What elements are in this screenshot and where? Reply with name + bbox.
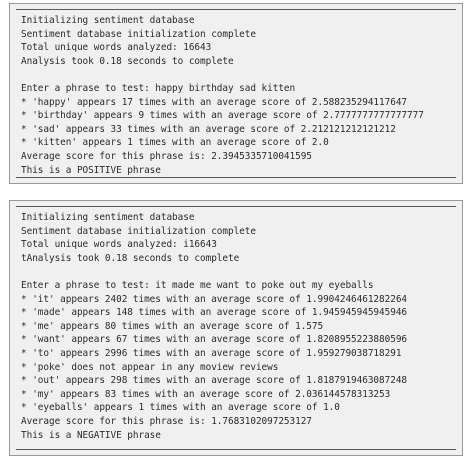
output-line: * 'to' appears 2996 times with an average score of 1.959279038718291 xyxy=(21,347,402,359)
bottom-rule xyxy=(16,177,456,178)
output-line: * 'birthday' appears 9 times with an average score of 2.7777777777777777 xyxy=(21,110,424,122)
output-line: * 'want' appears 67 times with an average score of 1.8208955223880596 xyxy=(21,334,408,346)
output-line: * 'happy' appears 17 times with an average score of 2.588235294117647 xyxy=(21,96,408,108)
top-rule xyxy=(16,9,456,10)
prompt-line: Enter a phrase to test: happy birthday sad kitten xyxy=(21,82,296,94)
output-line: * 'my' appears 83 times with an average score of 2.036144578313253 xyxy=(21,388,391,400)
terminal-output-box-1 xyxy=(9,3,463,184)
output-line: * 'eyeballs' appears 1 times with an average score of 1.0 xyxy=(21,402,340,414)
output-line: * 'out' appears 298 times with an average score of 1.8187919463087248 xyxy=(21,375,408,387)
result-line: This is a POSITIVE phrase xyxy=(21,164,161,176)
blank-line xyxy=(21,265,407,279)
output-line: Average score for this phrase is: 1.7683102097253127 xyxy=(21,415,312,427)
output-line: * 'sad' appears 33 times with an average score of 2.212121212121212 xyxy=(21,123,396,135)
output-line: * 'made' appears 148 times with an average score of 1.945945945945946 xyxy=(21,307,408,319)
output-line: Analysis took 0.18 seconds to complete xyxy=(21,55,234,67)
terminal-output-box-2 xyxy=(9,200,463,456)
output-line: tAnalysis took 0.18 seconds to complete xyxy=(21,252,240,264)
output-line: Sentiment database initialization complete xyxy=(21,28,256,40)
output-line: * 'it' appears 2402 times with an average score of 1.9904246461282264 xyxy=(21,293,408,305)
top-rule xyxy=(16,206,456,207)
output-line: Initializing sentiment database xyxy=(21,212,195,223)
output-line: * 'me' appears 80 times with an average score of 1.575 xyxy=(21,320,324,332)
blank-line xyxy=(21,68,424,82)
output-line: Average score for this phrase is: 2.3945335710041595 xyxy=(21,150,312,162)
output-line: Initializing sentiment database xyxy=(21,15,195,26)
output-line: Total unique words analyzed: 16643 xyxy=(21,42,212,54)
output-line: * 'kitten' appears 1 times with an average score of 2.0 xyxy=(21,137,329,149)
result-line: This is a NEGATIVE phrase xyxy=(21,429,161,441)
output-line: Total unique words analyzed: i16643 xyxy=(21,239,217,251)
output-lines xyxy=(21,211,407,442)
bottom-rule xyxy=(16,449,456,450)
output-lines xyxy=(21,14,424,177)
output-line: * 'poke' does not appear in any moview reviews xyxy=(21,361,279,373)
prompt-line: Enter a phrase to test: it made me want to poke out my eyeballs xyxy=(21,279,374,291)
output-line: Sentiment database initialization complete xyxy=(21,225,256,237)
